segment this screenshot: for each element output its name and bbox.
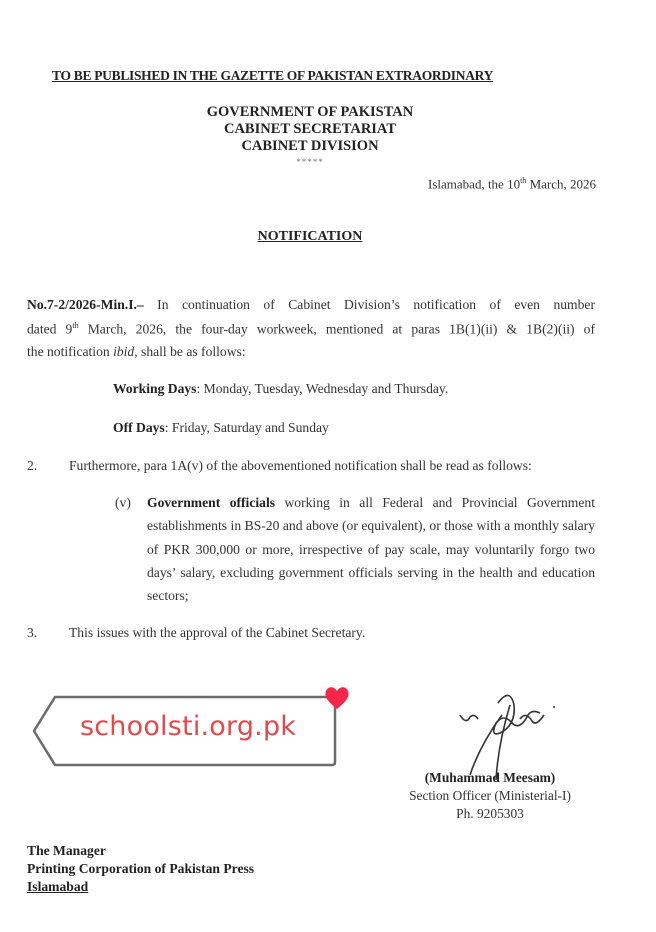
subpara-text (147, 491, 595, 607)
addressee-organization: Printing Corporation of Pakistan Press (27, 861, 255, 876)
ibid-italic: ibid (113, 344, 135, 359)
addressee-city: Islamabad (27, 879, 89, 894)
para1-line3-pre: the notification (27, 344, 114, 359)
gazette-heading: TO BE PUBLISHED IN THE GAZETTE OF PAKISTAN EXTRAORDINARY (52, 68, 494, 83)
subpara-bold: Government officials (147, 495, 276, 510)
para1-line3-text: , shall be as follows: (134, 344, 246, 359)
para1-line2-pre: dated 9 (27, 321, 73, 337)
issue-date (428, 176, 596, 192)
para1-line1 (27, 297, 595, 313)
subpara-label: (v) (115, 495, 131, 510)
ref-number: No.7-2/2026-Min.I.– (27, 297, 144, 312)
addressee-title: The Manager (27, 843, 106, 858)
subpara-body: working in all Federal and Provincial Government establishments in BS-20 and above (or equivalent), or those with a monthly salary of PKR 300,000 or more, irrespective of pay scale, may voluntarily forgo two days’ salary, excluding government officials serving in the health and education sectors; (147, 495, 595, 604)
government-heading: GOVERNMENT OF PAKISTAN (206, 104, 414, 120)
para3-number: 3. (27, 625, 38, 640)
off-days-label: Off Days (113, 420, 165, 435)
watermark-text: schoolsti.org.pk (80, 711, 297, 742)
signatory-phone: Ph. 9205303 (456, 806, 524, 821)
working-days-value: : Monday, Tuesday, Wednesday and Thursday. (196, 381, 449, 396)
para1-sup: th (72, 321, 79, 330)
secretariat-heading: CABINET SECRETARIAT (223, 121, 397, 137)
para1-line2 (27, 321, 595, 338)
date-suffix: March, 2026 (526, 176, 596, 192)
para1-line3 (27, 344, 246, 360)
date-prefix: Islamabad, the 10 (428, 176, 521, 192)
signatory-designation: Section Officer (Ministerial-I) (409, 788, 571, 803)
separator-stars: ***** (296, 157, 324, 167)
off-days (113, 420, 329, 436)
para3-text: This issues with the approval of the Cabinet Secretary. (69, 625, 366, 640)
notification-title: NOTIFICATION (257, 229, 363, 244)
heart-icon (323, 685, 351, 711)
para2-number: 2. (27, 458, 38, 473)
working-days-label: Working Days (113, 381, 197, 396)
signatory-name: (Muhammad Meesam) (424, 770, 556, 785)
off-days-value: : Friday, Saturday and Sunday (164, 420, 329, 435)
para2-text: Furthermore, para 1A(v) of the abovementioned notification shall be read as follows: (69, 458, 532, 473)
division-heading: CABINET DIVISION (241, 138, 379, 154)
para1-line1-text: In continuation of Cabinet Division’s notification of even number (143, 297, 595, 312)
date-sup: th (520, 176, 527, 185)
working-days (113, 381, 448, 397)
para1-line2-text: March, 2026, the four-day workweek, mentioned at paras 1B(1)(ii) & 1B(2)(ii) of (78, 321, 596, 337)
